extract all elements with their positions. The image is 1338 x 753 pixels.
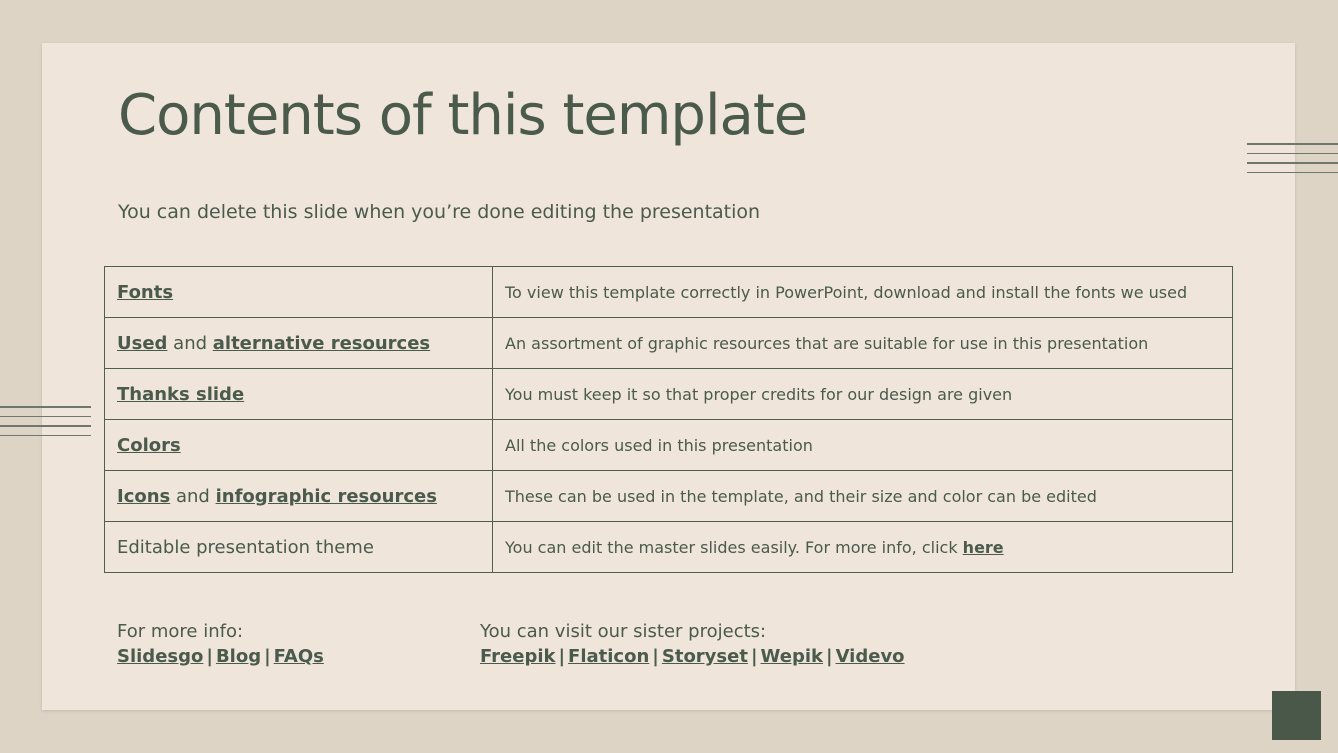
decorative-lines-left — [0, 406, 91, 444]
table-cell-topic — [105, 471, 493, 522]
wepik-link[interactable]: Wepik — [760, 646, 823, 667]
more-info-links — [117, 644, 324, 669]
table-row — [105, 471, 1233, 522]
thanks-slide-link[interactable]: Thanks slide — [117, 383, 245, 405]
table-cell-description — [493, 267, 1233, 318]
link-separator: | — [750, 646, 758, 667]
here-link[interactable]: here — [962, 537, 1004, 557]
sister-projects-label: You can visit our sister projects: — [480, 621, 767, 642]
table-cell-description — [493, 318, 1233, 369]
table-cell-description — [493, 369, 1233, 420]
table-cell-topic — [105, 369, 493, 420]
fonts-link[interactable]: Fonts — [117, 281, 174, 303]
alternative-resources-link[interactable]: alternative resources — [212, 332, 431, 354]
cell-text: An assortment of graphic resources that are suitable for use in this presentation — [505, 333, 1149, 353]
more-info-label: For more info: — [117, 621, 244, 642]
table-row — [105, 267, 1233, 318]
freepik-link[interactable]: Freepik — [480, 646, 556, 667]
colors-link[interactable]: Colors — [117, 434, 181, 456]
icons-link[interactable]: Icons — [117, 485, 171, 507]
decorative-corner-square — [1272, 691, 1321, 740]
cell-text: Editable presentation theme — [117, 536, 374, 558]
cell-text: All the colors used in this presentation — [505, 435, 813, 455]
storyset-link[interactable]: Storyset — [661, 646, 748, 667]
link-separator: | — [264, 646, 271, 667]
videvo-link[interactable]: Videvo — [835, 646, 905, 667]
contents-table — [104, 266, 1233, 573]
slide-title: Contents of this template — [118, 83, 808, 148]
table-cell-description — [493, 522, 1233, 573]
flaticon-link[interactable]: Flaticon — [568, 646, 650, 667]
link-separator: | — [206, 646, 213, 667]
cell-text: You must keep it so that proper credits for our design are given — [505, 384, 1013, 404]
slide-canvas — [42, 43, 1295, 710]
table-cell-topic — [105, 420, 493, 471]
sister-projects-links — [480, 644, 905, 669]
table-cell-description — [493, 471, 1233, 522]
table-cell-topic — [105, 522, 493, 573]
cell-text: These can be used in the template, and their size and color can be edited — [505, 486, 1097, 506]
table-row — [105, 369, 1233, 420]
cell-text: To view this template correctly in PowerPoint, download and install the fonts we used — [505, 282, 1188, 302]
link-separator: | — [652, 646, 659, 667]
link-separator: | — [558, 646, 566, 667]
blog-link[interactable]: Blog — [215, 646, 262, 667]
table-cell-topic — [105, 318, 493, 369]
cell-text: You can edit the master slides easily. For more info, click — [505, 537, 963, 557]
slidesgo-link[interactable]: Slidesgo — [117, 646, 204, 667]
cell-text: and — [167, 332, 213, 354]
link-separator: | — [825, 646, 833, 667]
sister-projects-block — [480, 619, 905, 669]
decorative-lines-right — [1247, 143, 1338, 181]
table-row — [105, 522, 1233, 573]
used-link[interactable]: Used — [117, 332, 168, 354]
table-cell-topic — [105, 267, 493, 318]
table-cell-description — [493, 420, 1233, 471]
more-info-block — [117, 619, 324, 669]
cell-text: and — [170, 485, 216, 507]
infographic-resources-link[interactable]: infographic resources — [215, 485, 437, 507]
table-row — [105, 420, 1233, 471]
table-row — [105, 318, 1233, 369]
slide-subtitle: You can delete this slide when you’re done editing the presentation — [118, 201, 761, 223]
faqs-link[interactable]: FAQs — [273, 646, 324, 667]
